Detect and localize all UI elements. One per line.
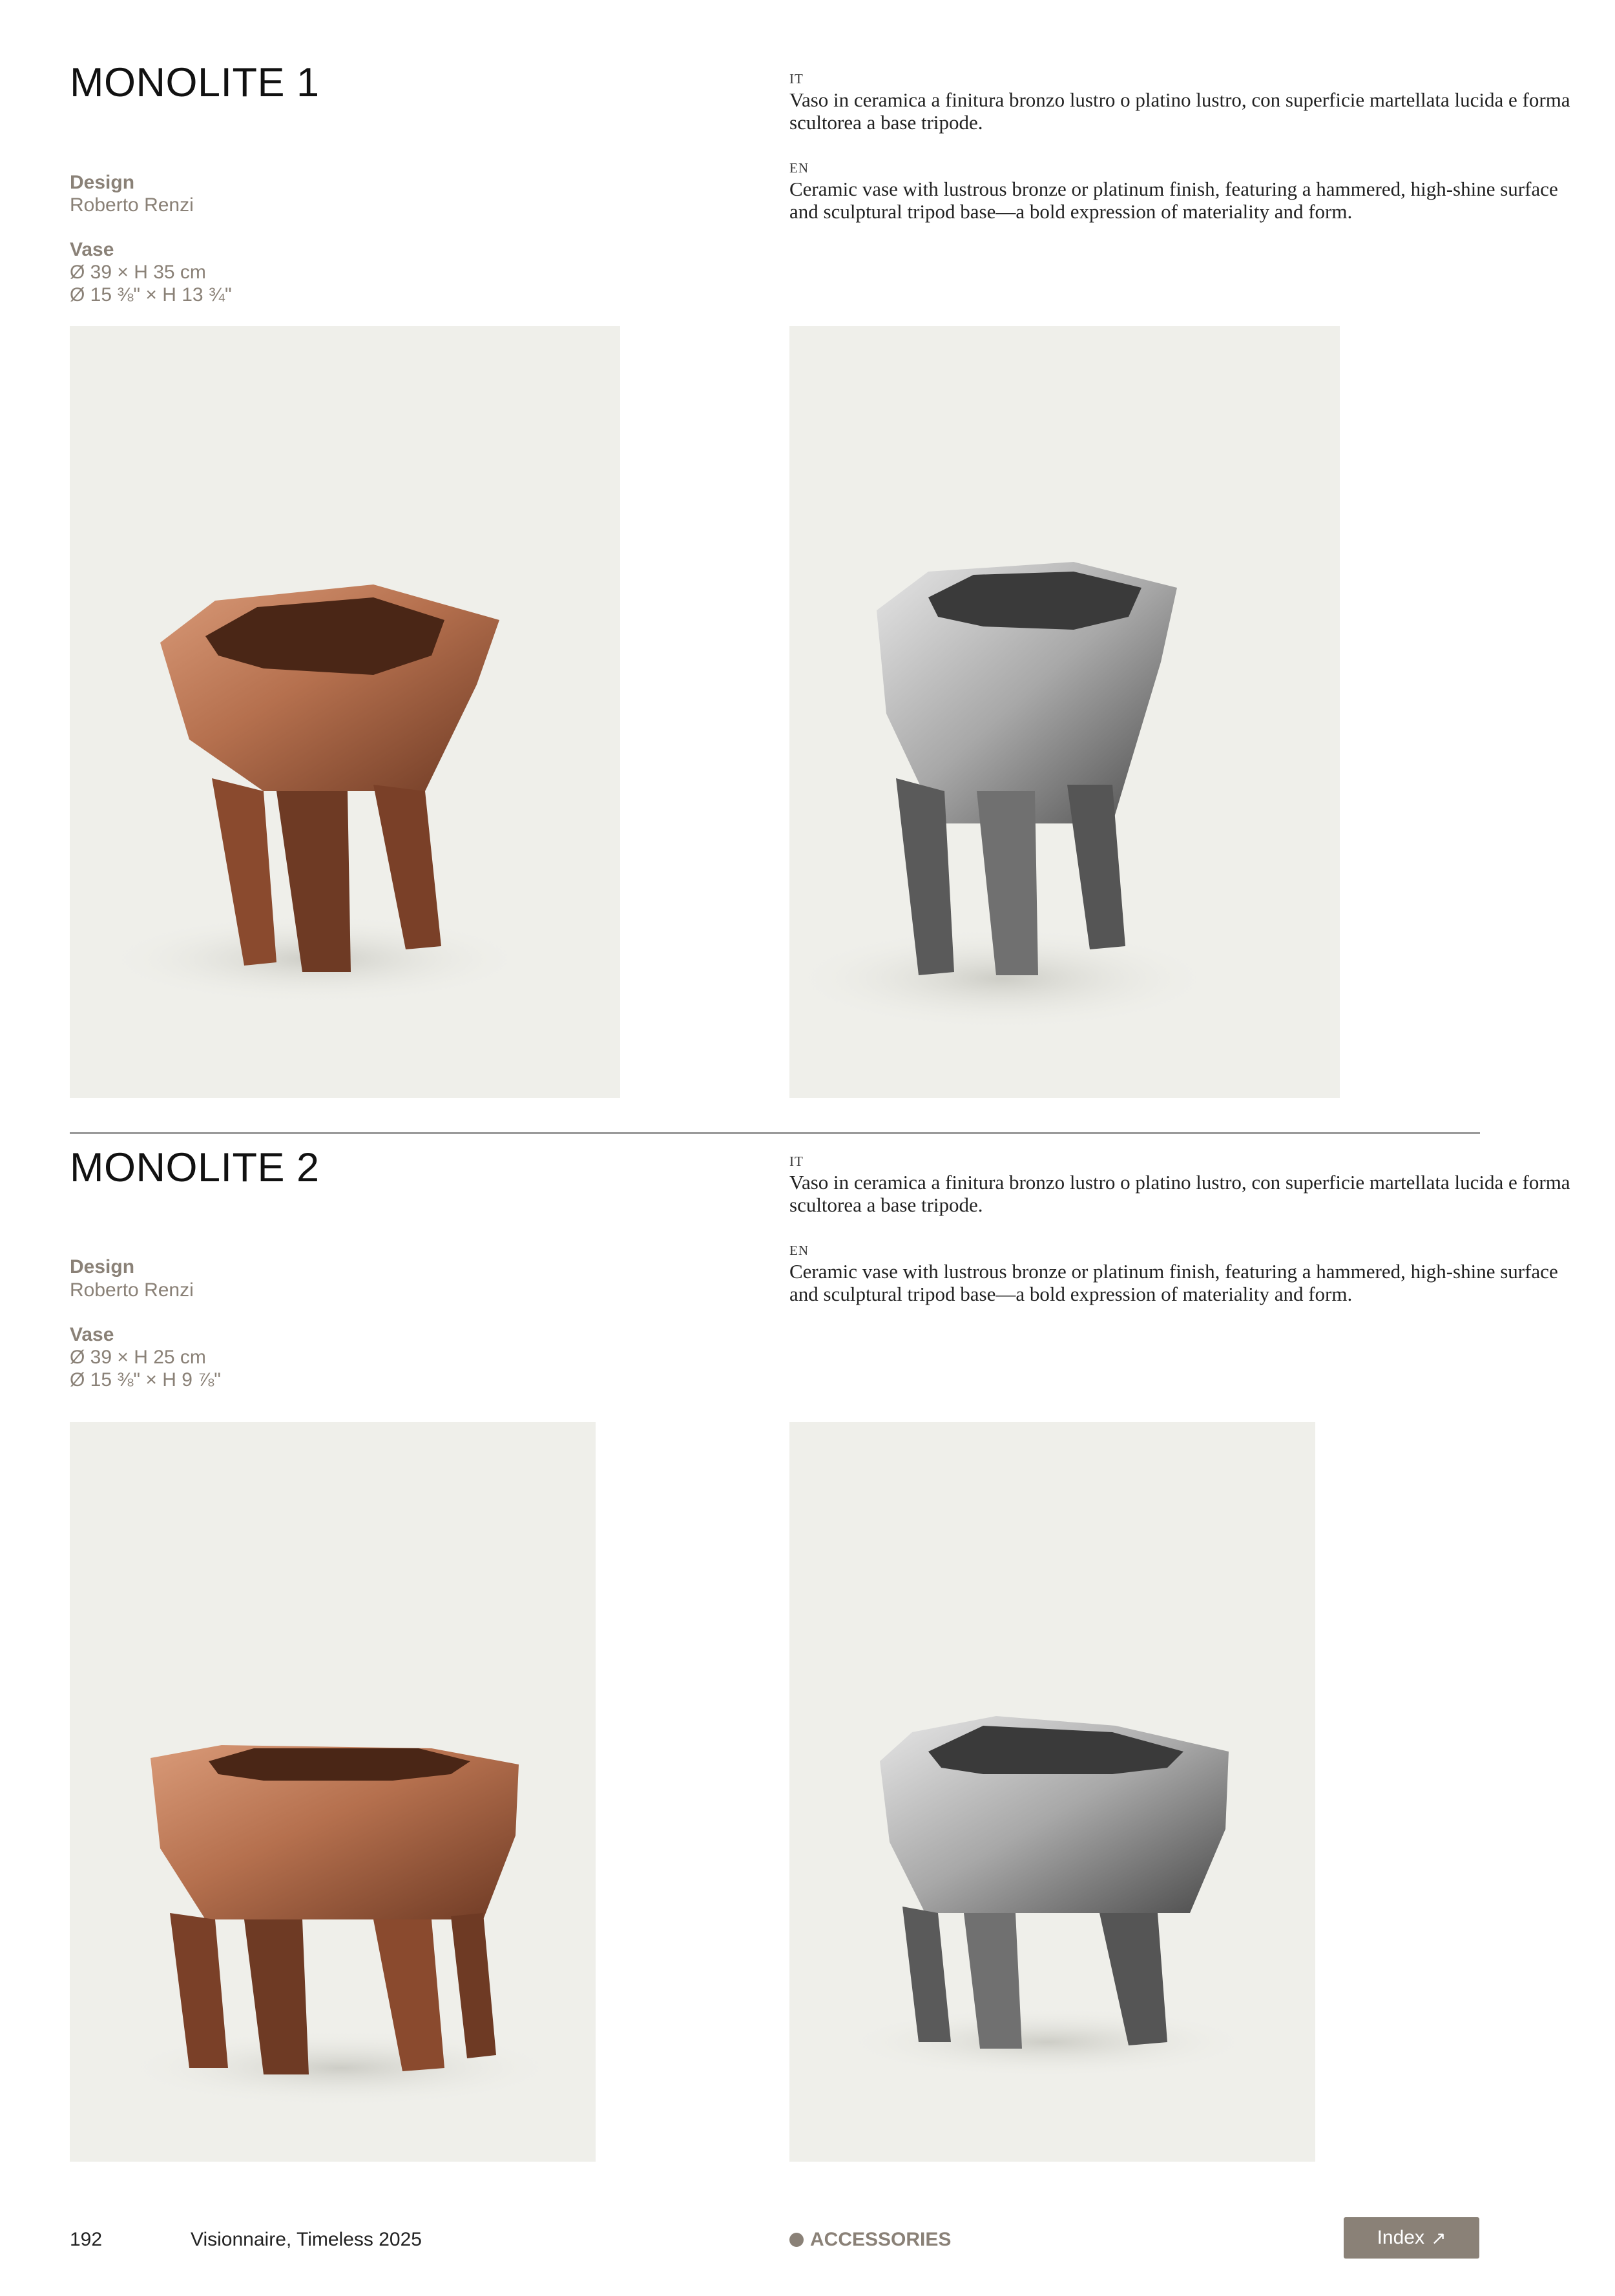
dimension-metric: Ø 39 × H 35 cm [70, 262, 206, 283]
dimension-metric: Ø 39 × H 25 cm [70, 1347, 206, 1368]
dimension-imperial: Ø 15 ⅜" × H 9 ⅞" [70, 1369, 221, 1391]
category-dot-icon [789, 2233, 804, 2247]
design-label: Design [70, 1256, 135, 1277]
index-button[interactable] [1344, 2217, 1479, 2259]
section-divider [70, 1132, 1480, 1134]
dimension-imperial: Ø 15 ⅜" × H 13 ¾" [70, 284, 232, 305]
description-it: Vaso in ceramica a finitura bronzo lustro o platino lustro, con superficie martellata lucida e forma scultorea a base tripode. [789, 1171, 1570, 1216]
designer-name: Roberto Renzi [70, 194, 194, 216]
designer-name: Roberto Renzi [70, 1279, 194, 1301]
language-label-en: EN [789, 1243, 809, 1258]
index-label: Index [1377, 2227, 1424, 2248]
publication-title: Visionnaire, Timeless 2025 [191, 2229, 422, 2250]
language-label-en: EN [789, 160, 809, 176]
design-label: Design [70, 172, 135, 193]
category-text: ACCESSORIES [810, 2229, 952, 2250]
product-title: MONOLITE 1 [70, 60, 320, 105]
description-en: Ceramic vase with lustrous bronze or platinum finish, featuring a hammered, high-shine surface and sculptural tripod base—a bold expression of materiality and form. [789, 178, 1558, 223]
language-label-it: IT [789, 1153, 804, 1169]
page-number: 192 [70, 2229, 103, 2250]
product-title: MONOLITE 2 [70, 1145, 320, 1190]
arrow-up-right-icon: ↗ [1430, 2228, 1446, 2248]
language-label-it: IT [789, 71, 804, 87]
category-label [789, 2229, 951, 2251]
product-photo-platinum [789, 326, 1340, 1098]
product-photo-platinum [789, 1422, 1315, 2162]
description-it: Vaso in ceramica a finitura bronzo lustro o platino lustro, con superficie martellata lucida e forma scultorea a base tripode. [789, 88, 1570, 134]
product-photo-bronze [70, 326, 620, 1098]
type-label: Vase [70, 1324, 114, 1345]
type-label: Vase [70, 239, 114, 260]
product-photo-bronze [70, 1422, 596, 2162]
description-en: Ceramic vase with lustrous bronze or platinum finish, featuring a hammered, high-shine surface and sculptural tripod base—a bold expression of materiality and form. [789, 1260, 1558, 1305]
